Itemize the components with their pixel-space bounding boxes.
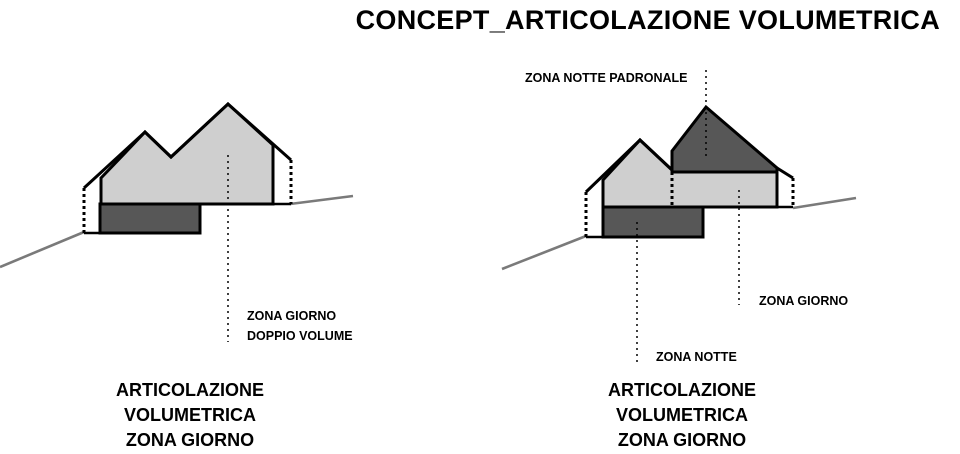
- caption-line-3: ZONA GIORNO: [617, 430, 747, 450]
- caption-line-2: VOLUMETRICA: [616, 405, 748, 425]
- caption-line-1: ARTICOLAZIONE: [608, 380, 756, 400]
- zona-notte-padronale-volume: [672, 107, 777, 172]
- caption-line-2: VOLUMETRICA: [124, 405, 256, 425]
- caption-line-3: ZONA GIORNO: [125, 430, 255, 450]
- label-zona-giorno: ZONA GIORNO: [247, 309, 337, 323]
- zona-giorno-volume: [101, 104, 273, 204]
- zona-notte-volume: [603, 207, 703, 237]
- ground-slope-left: [502, 236, 586, 269]
- label-doppio-volume: DOPPIO VOLUME: [247, 329, 353, 343]
- roof-outline-right: [777, 168, 793, 178]
- ground-slope-right: [290, 196, 353, 204]
- caption-line-1: ARTICOLAZIONE: [116, 380, 264, 400]
- page-title: CONCEPT_ARTICOLAZIONE VOLUMETRICA: [355, 5, 940, 35]
- lower-dark-volume: [100, 204, 200, 233]
- right-diagram: [502, 70, 856, 450]
- ground-slope-left: [0, 232, 84, 267]
- label-zona-giorno: ZONA GIORNO: [759, 294, 849, 308]
- label-zona-notte: ZONA NOTTE: [656, 350, 737, 364]
- left-diagram: [0, 104, 353, 450]
- label-zona-notte-padronale: ZONA NOTTE PADRONALE: [525, 71, 688, 85]
- ground-slope-right: [793, 198, 856, 208]
